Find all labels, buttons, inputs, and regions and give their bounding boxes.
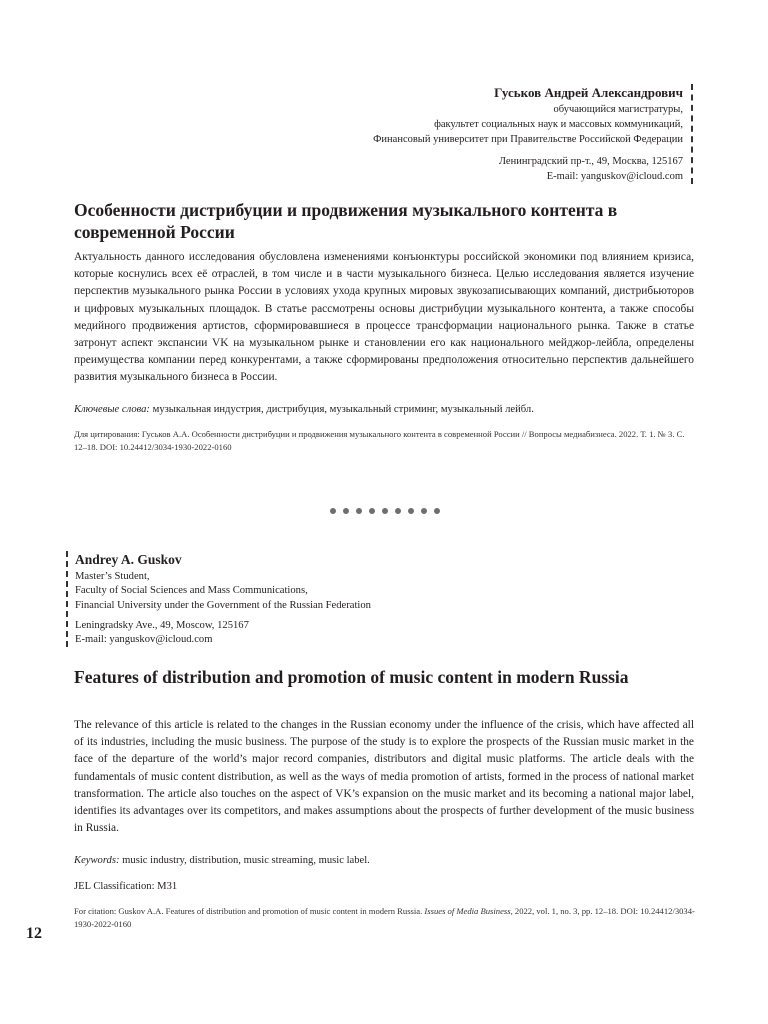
en-author-block bbox=[66, 551, 515, 647]
ru-address: Ленинградский пр-т., 49, Москва, 125167 bbox=[498, 156, 683, 167]
en-keywords bbox=[74, 854, 694, 868]
en-keywords-text: music industry, distribution, music streaming, music label. bbox=[122, 855, 370, 866]
ru-keywords-label: Ключевые слова: bbox=[74, 404, 150, 415]
ru-email: E-mail: yanguskov@icloud.com bbox=[546, 171, 683, 182]
divider-dot bbox=[369, 508, 375, 514]
en-author-name: Andrey A. Guskov bbox=[75, 552, 182, 567]
en-citation-journal: Issues of Media Business, bbox=[424, 906, 513, 916]
en-abstract bbox=[74, 717, 694, 837]
en-keywords-label: Keywords: bbox=[74, 855, 120, 866]
divider-dot bbox=[343, 508, 349, 514]
divider-dot bbox=[408, 508, 414, 514]
en-article-title: Features of distribution and promotion of music content in modern Russia bbox=[74, 667, 629, 687]
ru-article-title: Особенности дистрибуции и продвижения музыкального контента в современной России bbox=[74, 200, 618, 242]
section-divider bbox=[330, 508, 440, 514]
divider-dot bbox=[421, 508, 427, 514]
ru-affiliation-line: факультет социальных наук и массовых коммуникаций, bbox=[434, 119, 683, 130]
en-citation-prefix: For citation: Guskov A.A. Features of distribution and promotion of music content in modern Russia. bbox=[74, 906, 423, 916]
ru-author-name: Гуськов Андрей Александрович bbox=[494, 85, 683, 100]
ru-affiliation-line: обучающийся магистратуры, bbox=[553, 104, 683, 115]
en-address: Leningradsky Ave., 49, Moscow, 125167 bbox=[75, 619, 249, 631]
ru-abstract-text: Актуальность данного исследования обусловлена изменениями конъюнктуры российской экономики под влиянием кризиса, которые коснулись всех её отраслей, в том числе и в части музыкального бизнеса. Целью исследования является изучение перспектив музыкального рынка России в условиях ухода крупных мировых звукозаписывающих компаний, дистрибьюторов и цифровых музыкальных площадок. В статье рассмотрены основы дистрибуции музыкального контента, а также способы медийного продвижения артистов, сформировавшиеся в процессе трансформации национального рынка. Также в статье затронут аспект экспансии VK на музыкальном рынке и становлении его как национального мейджор-лейбла, определены преимущества компании перед конкурентами, а также сформированы предположения относительно перспектив дальнейшего развития музыкального бизнеса в России. bbox=[74, 251, 694, 384]
en-affiliation-line: Financial University under the Government of the Russian Federation bbox=[75, 599, 371, 611]
ru-affiliation-line: Финансовый университет при Правительстве Российской Федерации bbox=[373, 134, 683, 145]
en-affiliation-line: Master’s Student, bbox=[75, 571, 150, 582]
divider-dot bbox=[395, 508, 401, 514]
jel-classification: JEL Classification: M31 bbox=[74, 881, 178, 892]
divider-dot bbox=[382, 508, 388, 514]
ru-abstract bbox=[74, 249, 694, 387]
ru-citation: Для цитирования: Гуськов А.А. Особенности дистрибуции и продвижения музыкального контента в современной России // Вопросы медиабизнеса. 2022. Т. 1. № 3. С. 12–18. DOI: 10.24412/3034-1930-2022-0160 bbox=[74, 429, 685, 452]
page-number: 12 bbox=[26, 925, 42, 942]
en-abstract-text: The relevance of this article is related to the changes in the Russian economy under the influence of the crisis, which have affected all of its industries, including the music business. The purpose of the study is to explore the prospects of the Russian music market in the face of the departure of the world’s major record companies, distributors and digital music platforms. The article deals with the fundamentals of music content distribution, as well as the ways of media promotion of artists, formed in the process of national market transformation. The article also touches on the aspect of VK’s expansion on the music market and its becoming a national major label, identifies its advantages over its competitors, and makes assumptions about the prospects of further development of the music business in Russia. bbox=[74, 719, 694, 835]
en-email: E-mail: yanguskov@icloud.com bbox=[75, 634, 213, 646]
divider-dot bbox=[434, 508, 440, 514]
en-citation-suffix: 2022, vol. 1, no. 3, pp. 12–18. DOI: 10.24412/3034-1930-2022-0160 bbox=[74, 906, 695, 929]
en-affiliation-line: Faculty of Social Sciences and Mass Communications, bbox=[75, 585, 308, 597]
en-citation bbox=[74, 905, 699, 931]
ru-keywords bbox=[74, 403, 694, 417]
ru-keywords-text: музыкальная индустрия, дистрибуция, музыкальный стриминг, музыкальный лейбл. bbox=[152, 404, 534, 415]
divider-dot bbox=[330, 508, 336, 514]
ru-author-block bbox=[223, 84, 693, 184]
divider-dot bbox=[356, 508, 362, 514]
